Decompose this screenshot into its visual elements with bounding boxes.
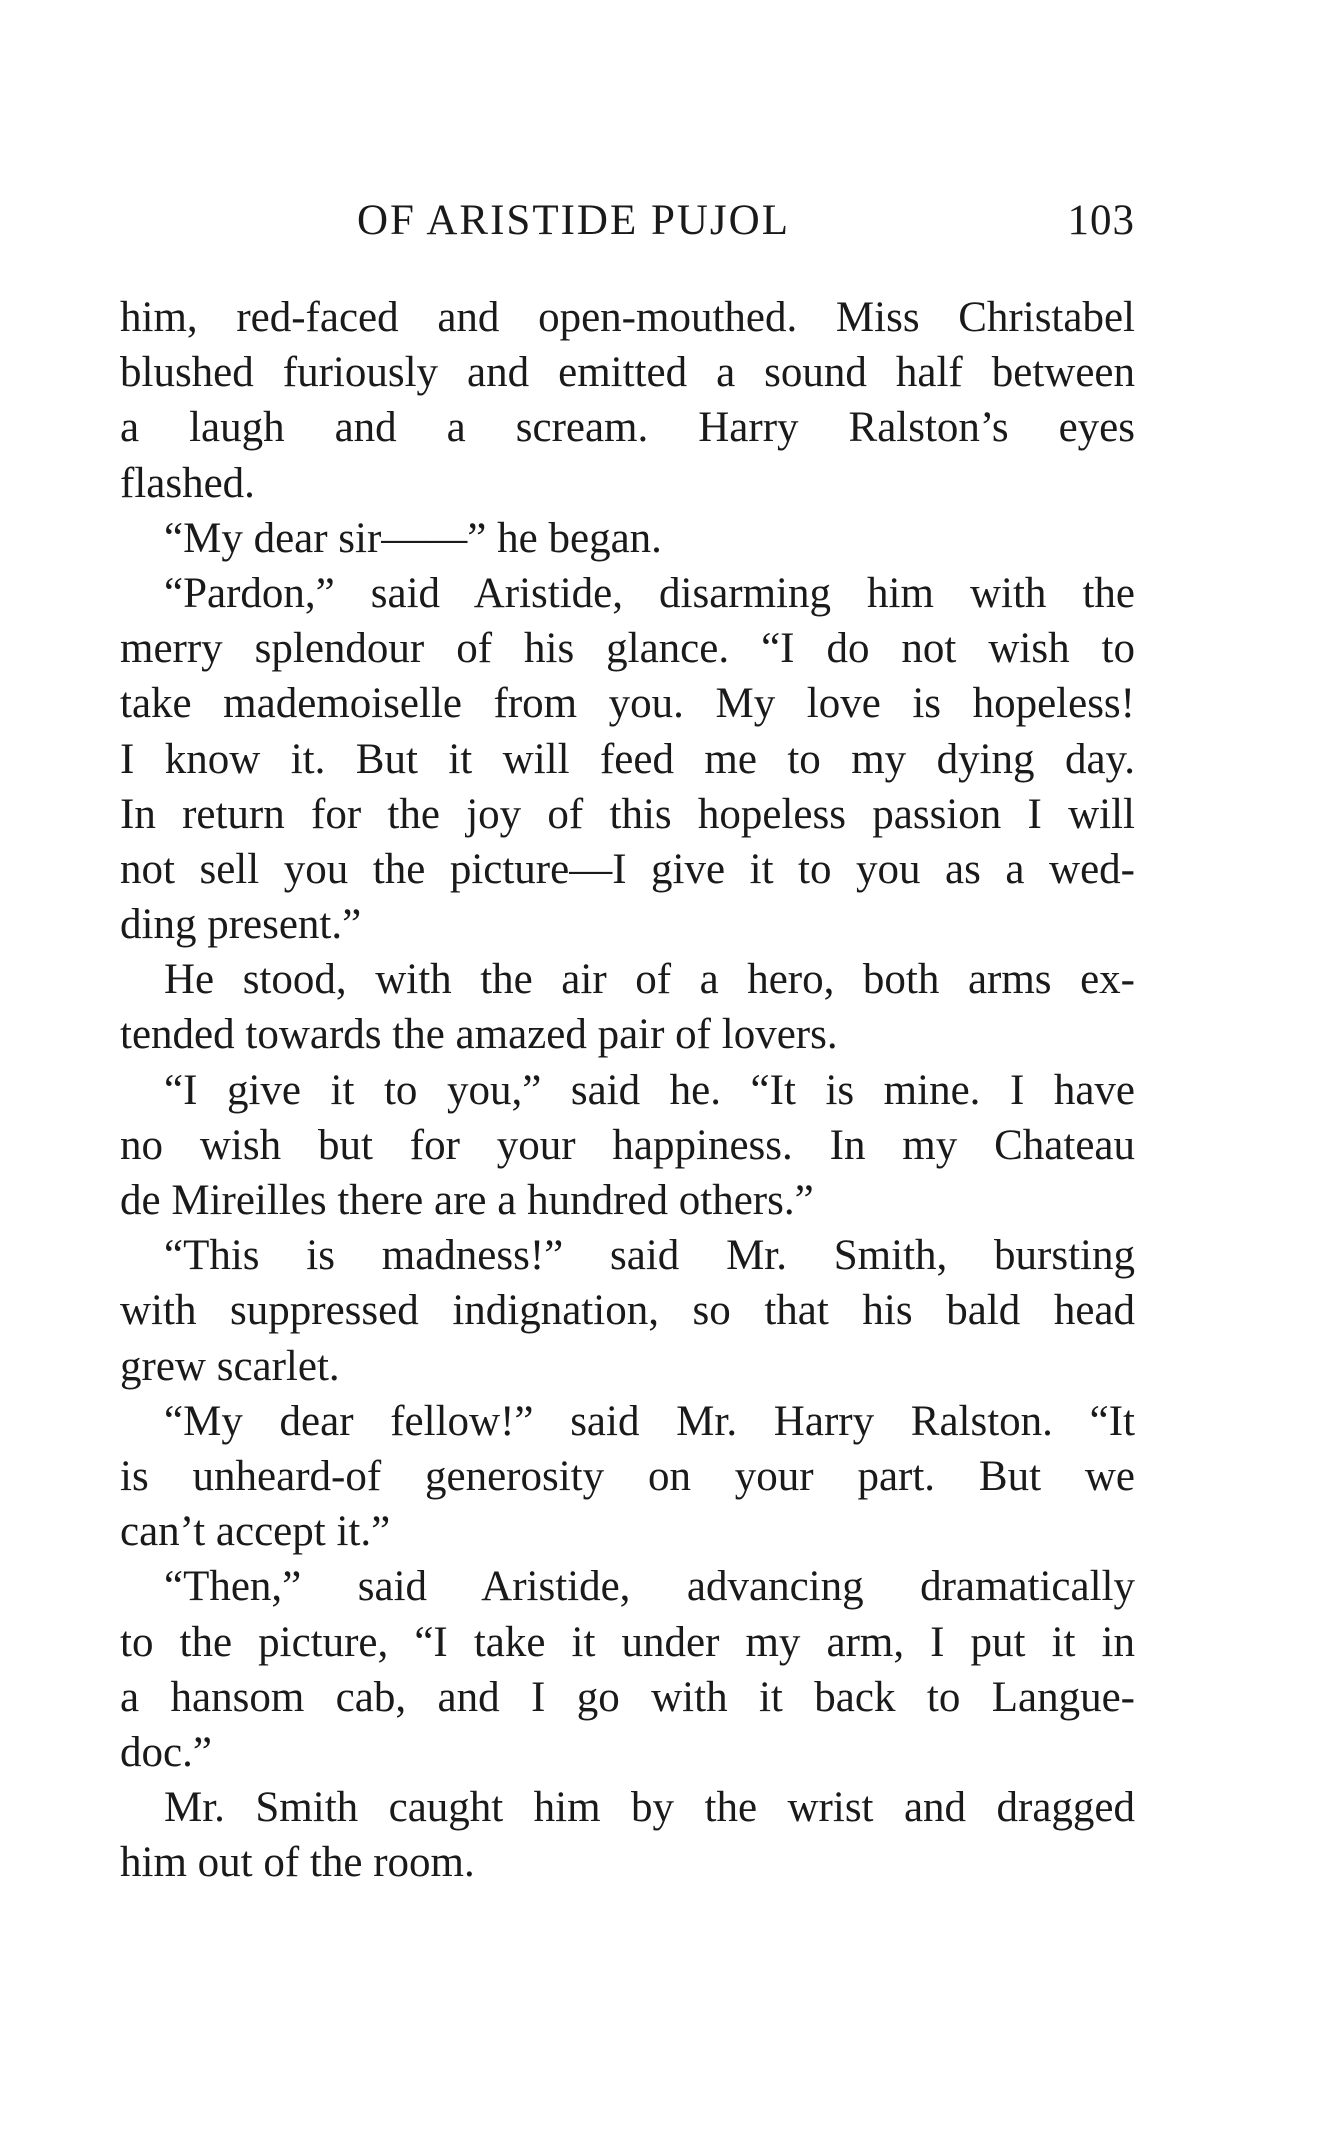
text-line: He stood, with the air of a hero, both arms ex- [164,956,1135,1004]
text-line: tended towards the amazed pair of lovers. [120,1011,838,1059]
text-line: I know it. But it will feed me to my dying day. [120,735,1135,783]
text-line: “I give it to you,” said he. “It is mine. I have [164,1066,1135,1114]
text-line: no wish but for your happiness. In my Chateau [120,1121,1135,1169]
text-line: “Pardon,” said Aristide, disarming him with the [164,569,1135,617]
text-line: doc.” [120,1728,212,1776]
running-head [120,196,1135,256]
text-line: blushed furiously and emitted a sound half between [120,349,1135,397]
text-line: him out of the room. [120,1839,475,1887]
text-line: ding present.” [120,901,362,949]
text-line: “My dear sir——” he began. [164,514,662,562]
text-line: flashed. [120,459,255,507]
text-line: with suppressed indignation, so that his bald head [120,1287,1135,1335]
text-line: grew scarlet. [120,1342,340,1390]
text-line: to the picture, “I take it under my arm, I put it in [120,1618,1135,1666]
text-line: “This is madness!” said Mr. Smith, bursting [164,1232,1135,1280]
text-line: him, red-faced and open-mouthed. Miss Christabel [120,294,1135,341]
running-title: OF ARISTIDE PUJOL [357,197,790,244]
text-line: not sell you the picture—I give it to you as a wed- [120,845,1135,893]
text-line: Mr. Smith caught him by the wrist and dragged [164,1784,1135,1832]
page-number: 103 [1067,197,1135,244]
text-line: merry splendour of his glance. “I do not wish to [120,625,1135,673]
body-text [120,290,1135,1890]
text-line: “Then,” said Aristide, advancing dramatically [164,1563,1135,1611]
text-line: can’t accept it.” [120,1508,391,1556]
text-line: In return for the joy of this hopeless passion I will [120,790,1135,838]
text-line: a laugh and a scream. Harry Ralston’s eyes [120,404,1135,452]
text-line: take mademoiselle from you. My love is hopeless! [120,680,1135,728]
text-line: is unheard-of generosity on your part. But we [120,1452,1135,1500]
text-line: de Mireilles there are a hundred others.” [120,1177,814,1224]
text-line: “My dear fellow!” said Mr. Harry Ralston. “It [164,1397,1135,1445]
text-line: a hansom cab, and I go with it back to Langue- [120,1673,1135,1721]
